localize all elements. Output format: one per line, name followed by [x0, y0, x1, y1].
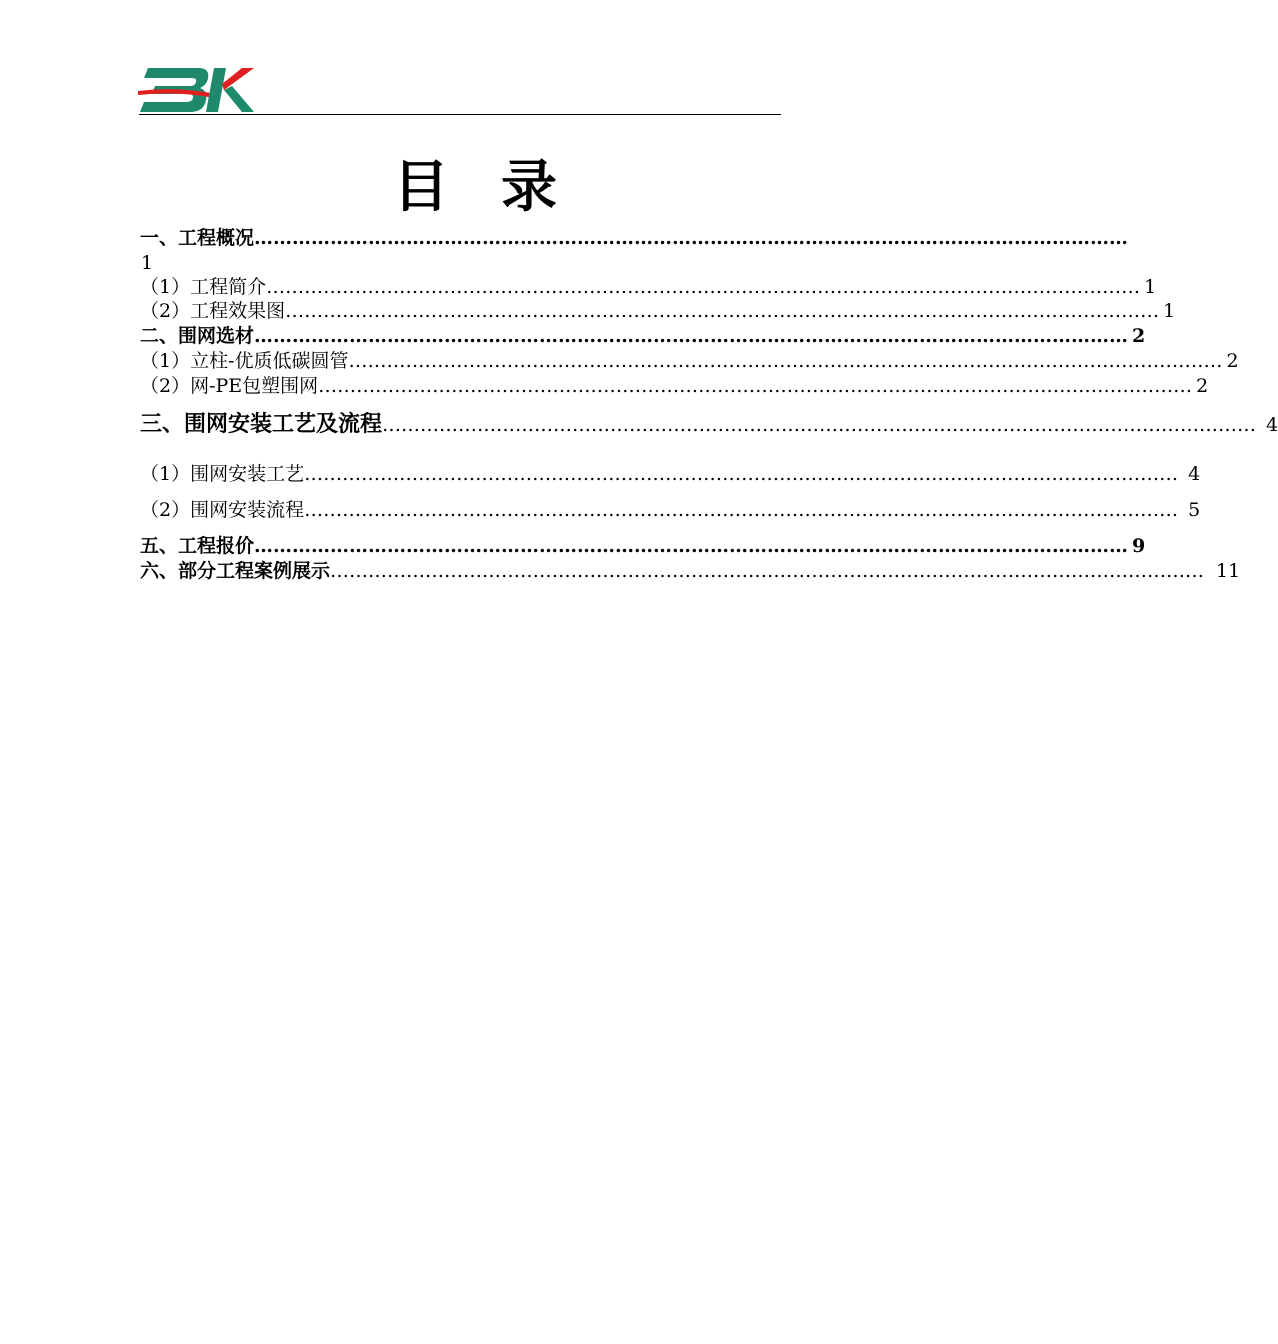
toc-entry-page: 4 — [1266, 414, 1278, 436]
toc-entry-label: 三、围网安装工艺及流程 — [140, 411, 383, 437]
toc-entry[interactable] — [140, 462, 1201, 486]
toc-entry-label: （2）工程效果图 — [140, 300, 286, 322]
toc-entry-label: 二、围网选材 — [140, 325, 255, 347]
toc-entry-page: 11 — [1216, 560, 1241, 582]
toc-entry-page: 9 — [1132, 535, 1146, 557]
toc-leader-dots: ………………………………………………………………………………………………………………………… — [304, 499, 1179, 521]
toc-leader-dots: ………………………………………………………………………………………………………………………… — [254, 325, 1129, 347]
company-logo — [138, 64, 258, 116]
toc-leader-dots: ………………………………………………………………………………………………………………………… — [285, 300, 1160, 322]
toc-entry[interactable] — [140, 226, 1129, 250]
toc-entry-label: （1）立柱-优质低碳圆管 — [140, 350, 349, 372]
header-divider — [139, 114, 781, 115]
toc-entry-label: 一、工程概况 — [140, 227, 255, 249]
toc-entry-page: 2 — [1132, 325, 1146, 347]
toc-leader-dots: ………………………………………………………………………………………………………………………… — [254, 535, 1129, 557]
toc-entry-page: 2 — [1226, 350, 1239, 372]
toc-leader-dots: ………………………………………………………………………………………………………………………… — [330, 560, 1205, 582]
toc-entry[interactable] — [140, 534, 1146, 558]
toc-entry-page: 4 — [1188, 463, 1201, 485]
toc-entry-label: （1）工程简介 — [140, 276, 267, 298]
toc-entry[interactable] — [140, 410, 1278, 439]
toc-entry-page: 2 — [1196, 375, 1209, 397]
toc-entry-label: （2）网-PE包塑围网 — [140, 375, 319, 397]
toc-entry-label: 六、部分工程案例展示 — [140, 560, 331, 582]
toc-entry-page: 5 — [1188, 499, 1201, 521]
toc-entry[interactable] — [140, 559, 1241, 583]
logo-k-shape — [206, 68, 226, 112]
toc-entry[interactable] — [140, 299, 1176, 323]
toc-leader-dots: ………………………………………………………………………………………………………………………… — [318, 375, 1193, 397]
toc-leader-dots: ………………………………………………………………………………………………………………………… — [304, 463, 1179, 485]
toc-entry-label: 五、工程报价 — [140, 535, 255, 557]
toc-leader-dots: ………………………………………………………………………………………………………………………… — [382, 414, 1257, 436]
toc-entry-label: （1）围网安装工艺 — [140, 463, 305, 485]
toc-entry-page: 1 — [1144, 276, 1157, 298]
toc-entry-label: （2）围网安装流程 — [140, 499, 305, 521]
logo-k-arm — [222, 68, 254, 90]
toc-entry-page: 1 — [141, 252, 154, 274]
toc-entry-page: 1 — [1163, 300, 1176, 322]
toc-entry[interactable] — [140, 275, 1157, 299]
toc-entry[interactable] — [140, 349, 1239, 373]
toc-leader-dots: ………………………………………………………………………………………………………………………… — [266, 276, 1141, 298]
toc-leader-dots: ………………………………………………………………………………………………………………………… — [348, 350, 1223, 372]
page-title: 目录 — [393, 154, 609, 220]
toc-entry[interactable] — [140, 498, 1201, 522]
toc-entry[interactable] — [140, 374, 1209, 398]
toc-entry[interactable] — [140, 324, 1146, 348]
logo-k-leg — [224, 86, 254, 112]
toc-leader-dots: ………………………………………………………………………………………………………………………… — [254, 227, 1129, 249]
